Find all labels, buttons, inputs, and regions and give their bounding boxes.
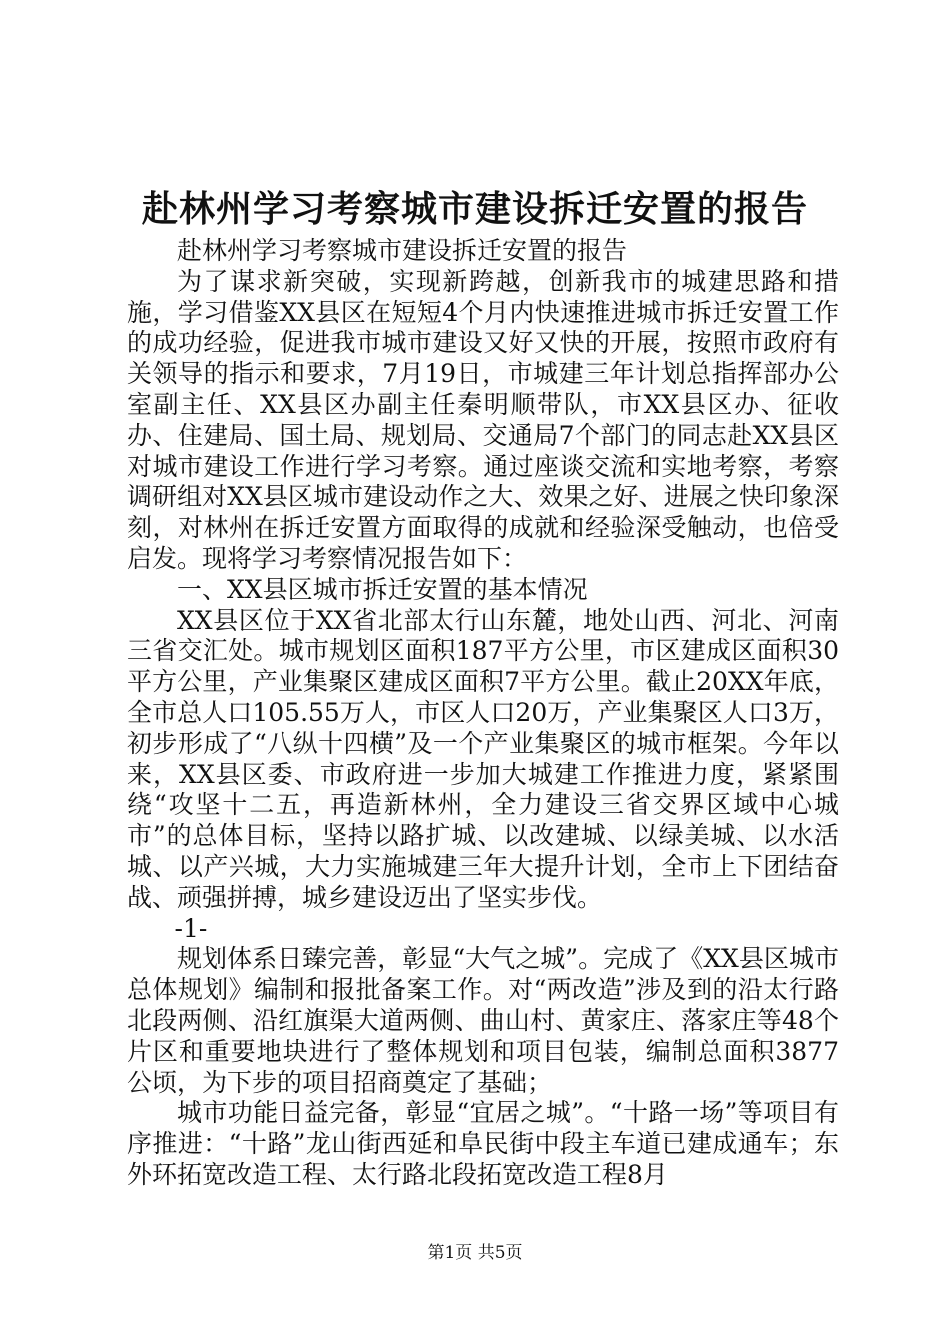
function-paragraph: 城市功能日益完备，彰显“宜居之城”。“十路一场”等项目有序推进：“十路”龙山街西延和阜民街中段主车道已建成通车；东外环拓宽改造工程、太行路北段拓宽改造工程8月 (127, 1098, 839, 1189)
document-title: 赴林州学习考察城市建设拆迁安置的报告 (141, 188, 808, 230)
planning-paragraph: 规划体系日臻完善，彰显“大气之城”。完成了《XX县区城市总体规划》编制和报批备案工作。对“两改造”涉及到的沿太行路北段两侧、沿红旗渠大道两侧、曲山村、黄家庄、落家庄等48个片区和重要地块进行了整体规划和项目包装，编制总面积3877公顷，为下步的项目招商奠定了基础； (127, 944, 839, 1097)
page-footer: 第1页 共5页 (427, 1243, 523, 1263)
inline-page-marker: -1- (174, 913, 208, 943)
document-body (127, 236, 839, 1191)
subtitle-paragraph: 赴林州学习考察城市建设拆迁安置的报告 (177, 236, 628, 265)
section-heading: 一、XX县区城市拆迁安置的基本情况 (177, 574, 588, 604)
intro-paragraph: 为了谋求新突破，实现新跨越，创新我市的城建思路和措施，学习借鉴XX县区在短短4个月内快速推进城市拆迁安置工作的成功经验，促进我市城市建设又好又快的开展，按照市政府有关领导的指示和要求，7月19日，市城建三年计划总指挥部办公室副主任、XX县区办副主任秦明顺带队，市XX县区办、征收办、住建局、国土局、规划局、交通局7个部门的同志赴XX县区对城市建设工作进行学习考察。通过座谈交流和实地考察，考察调研组对XX县区城市建设动作之大、效果之好、进展之快印象深刻，对林州在拆迁安置方面取得的成就和经验深受触动，也倍受启发。现将学习考察情况报告如下： (127, 266, 839, 573)
basic-info-paragraph: XX县区位于XX省北部太行山东麓，地处山西、河北、河南三省交汇处。城市规划区面积187平方公里，市区建成区面积30平方公里，产业集聚区建成区面积7平方公里。截止20XX年底，全市总人口105.55万人，市区人口20万，产业集聚区人口3万，初步形成了“八纵十四横”及一个产业集聚区的城市框架。今年以来，XX县区委、市政府进一步加大城建工作推进力度，紧紧围绕“攻坚十二五，再造新林州，全力建设三省交界区域中心城市”的总体目标，坚持以路扩城、以改建城、以绿美城、以水活城、以产兴城，大力实施城建三年大提升计划，全市上下团结奋战、顽强拼搏，城乡建设迈出了坚实步伐。 (127, 605, 839, 912)
